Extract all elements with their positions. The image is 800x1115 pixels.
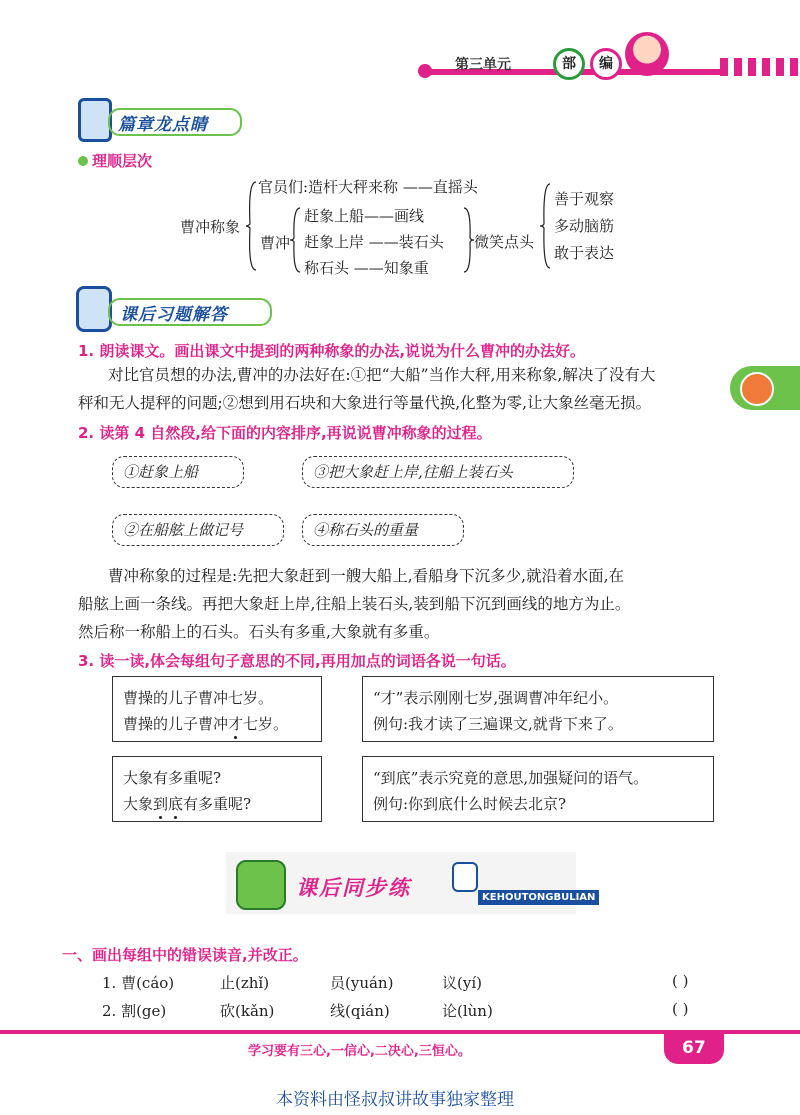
sentence-1b [123,711,311,737]
exercise-row-2 [102,1000,722,1024]
section1-title: 篇章龙点睛 [118,115,208,135]
banner-en: KEHOUTONGBULIAN [478,890,599,905]
header-deco [720,58,800,76]
explain-2a: “到底”表示究竟的意思,加强疑问的语气。 [373,769,649,787]
sentence-1b-post: 七岁。 [243,715,289,733]
section2-title: 课后习题解答 [120,305,228,325]
sentence-box-2 [112,756,322,822]
sentence-box-1 [112,676,322,742]
credit-text: 本资料由怪叔叔讲故事独家整理 [276,1090,514,1110]
sentence-1b-pre: 曹操的儿子曹冲 [123,715,229,733]
order-box-2: ②在船舷上做记号 [112,514,284,546]
pointing-hand-icon [452,862,478,892]
tree-brace-4 [540,182,552,270]
badge-bu: 部 [553,48,585,80]
row1-d: 议(yí) [442,974,482,992]
emph-cai: 才 [228,715,244,733]
girl-mascot-icon [625,32,669,76]
trait-2: 多动脑筋 [554,217,615,235]
answer-1-line2: 秤和无人提秤的问题;②想到用石块和大象进行等量代换,化整为零,让大象丝毫无损。 [78,394,652,412]
explain-box-1 [362,676,714,742]
row2-b: 砍(kǎn) [220,1002,275,1020]
cat-face-icon [740,372,774,406]
tree-root: 曹冲称象 [180,218,241,236]
explain-box-2 [362,756,714,822]
question-3: 3. 读一读,体会每组句子意思的不同,再用加点的词语各说一句话。 [78,652,516,670]
answer-2-line1: 曹冲称象的过程是:先把大象赶到一艘大船上,看船身下沉多少,就沿着水面,在 [108,567,625,585]
tree-officials: 官员们:造杆大秤来称 ——直摇头 [258,178,478,196]
tree-step-1: 赶象上船——画线 [304,207,425,225]
sentence-2b-post: 有多重呢? [183,795,252,813]
tree-cao: 曹冲 [260,234,291,252]
tree-brace-1 [246,180,258,272]
header-bar [0,0,800,90]
answer-2-line3: 然后称一称船上的石头。石头有多重,大象就有多重。 [78,623,440,641]
order-box-1: ①赶象上船 [112,456,244,488]
sentence-1a: 曹操的儿子曹冲七岁。 [123,689,274,707]
tree-brace-2 [290,206,302,274]
banner-title: 课后同步练 [296,876,411,900]
order-box-4: ④称石头的重量 [302,514,464,546]
trait-1: 善于观察 [554,190,615,208]
row1-b: 止(zhǐ) [220,974,270,992]
order-box-3: ③把大象赶上岸,往船上装石头 [302,456,574,488]
tree-step-2: 赶象上岸 ——装石头 [304,233,444,251]
explain-2b: 例句:你到底什么时候去北京? [373,795,567,813]
green-bullet-icon [78,156,88,166]
sentence-2b-pre: 大象 [123,795,154,813]
badge-bian: 编 [590,48,622,80]
page-number: 67 [682,1038,706,1058]
footer-motto: 学习要有三心,一信心,二决心,三恒心。 [248,1044,471,1059]
answer-1-line1: 对比官员想的办法,曹冲的办法好在:①把“大船”当作大秤,用来称象,解决了没有大 [108,366,656,384]
row1-a: 1. 曹(cáo) [102,974,175,992]
header-left-dot [418,64,432,78]
question-1: 1. 朗读课文。画出课文中提到的两种称象的办法,说说为什么曹冲的办法好。 [78,342,586,360]
exercise-1-title: 一、画出每组中的错误读音,并改正。 [62,946,308,964]
subheading: 理顺层次 [92,152,153,170]
unit-label: 第三单元 [455,57,511,73]
sentence-2a: 大象有多重呢? [123,769,222,787]
trait-3: 敢于表达 [554,244,615,262]
tree-result: 微笑点头 [474,233,535,251]
phone-robot-icon [76,286,112,332]
question-2: 2. 读第 4 自然段,给下面的内容排序,再说说曹冲称象的过程。 [78,424,492,442]
answer-2-line2: 船舷上画一条线。再把大象赶上岸,往船上装石头,装到船下沉到画线的地方为止。 [78,595,631,613]
exercise-row-1 [102,972,722,996]
row2-answer-blank[interactable]: ( ) [672,1000,689,1018]
robot-icon [78,98,112,142]
explain-1b: 例句:我才读了三遍课文,就背下来了。 [373,715,623,733]
row2-d: 论(lùn) [442,1002,493,1020]
row2-a: 2. 割(ge) [102,1002,167,1020]
row2-c: 线(qián) [330,1002,390,1020]
row1-c: 员(yuán) [330,974,394,992]
explain-1a: “才”表示刚刚七岁,强调曹冲年纪小。 [373,689,619,707]
sentence-2b [123,791,311,817]
emph-dao: 到 [153,795,169,813]
green-monster-icon [236,860,286,910]
tree-brace-3 [462,206,474,274]
row1-answer-blank[interactable]: ( ) [672,972,689,990]
tree-step-3: 称石头 ——知象重 [304,259,429,277]
emph-di: 底 [168,795,184,813]
